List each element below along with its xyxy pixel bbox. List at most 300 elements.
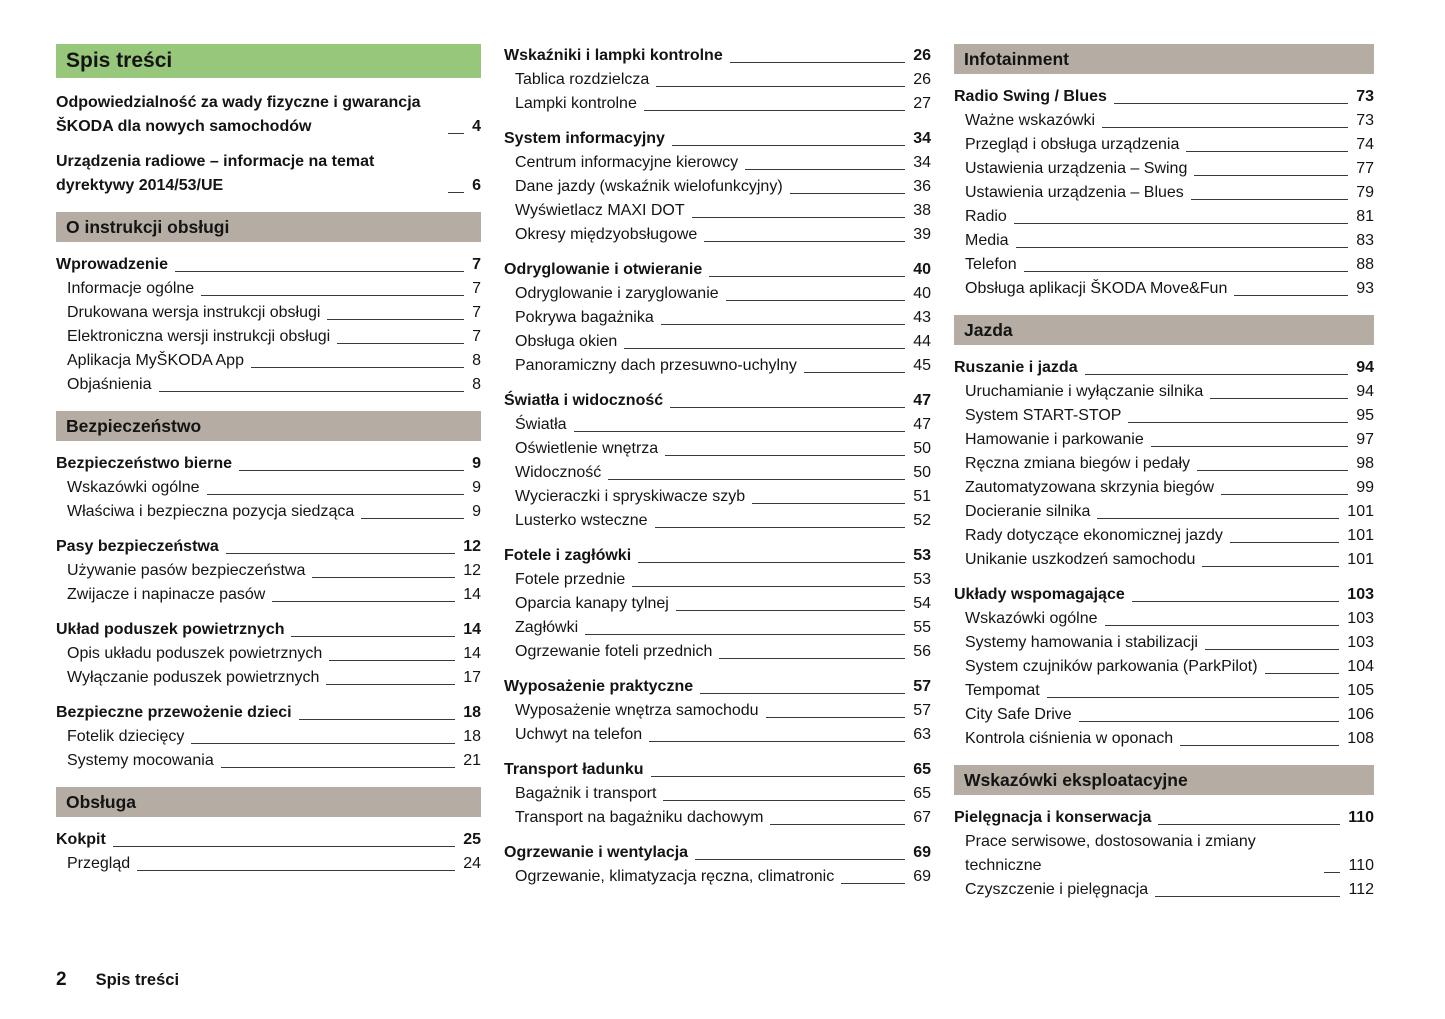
toc-entry-item xyxy=(504,723,931,747)
entry-label: Używanie pasów bezpieczeństwa xyxy=(67,562,306,579)
footer-section-title: Spis treści xyxy=(95,971,180,989)
entry-label: Czyszczenie i pielęgnacja xyxy=(965,881,1149,898)
entry-page-number: 88 xyxy=(1356,256,1374,273)
leader-line xyxy=(1234,281,1348,296)
toc-entry-item xyxy=(504,568,931,592)
leader-line xyxy=(337,329,464,344)
entry-label: Ustawienia urządzenia – Blues xyxy=(965,184,1184,201)
entry-page-number: 9 xyxy=(472,479,481,496)
section-header: Obsługa xyxy=(56,787,481,817)
entry-page-number: 110 xyxy=(1348,809,1374,826)
toc-entry-item xyxy=(56,476,481,500)
entry-page-number: 103 xyxy=(1347,586,1374,603)
entry-page-number: 93 xyxy=(1356,280,1374,297)
entry-page-number: 112 xyxy=(1348,881,1374,898)
toc-entry-item xyxy=(954,500,1374,524)
entry-page-number: 74 xyxy=(1356,136,1374,153)
toc-entry-chapter xyxy=(504,675,931,699)
toc-entry-item xyxy=(504,782,931,806)
entry-page-number: 47 xyxy=(913,416,931,433)
toc-entry-chapter xyxy=(954,356,1374,380)
leader-line xyxy=(719,644,905,659)
entry-label: Lusterko wsteczne xyxy=(515,512,648,529)
entry-page-number: 52 xyxy=(913,512,931,529)
toc-column-right xyxy=(954,44,1374,902)
entry-label: Światła i widoczność xyxy=(504,392,664,409)
entry-label: Objaśnienia xyxy=(67,376,152,393)
leader-line xyxy=(1324,858,1340,873)
toc-entry-item xyxy=(504,485,931,509)
entry-page-number: 69 xyxy=(913,868,931,885)
entry-page-number: 17 xyxy=(463,669,481,686)
entry-page-number: 27 xyxy=(913,95,931,112)
leader-line xyxy=(672,131,905,146)
toc-entry-item xyxy=(954,548,1374,572)
toc-entry-item xyxy=(954,253,1374,277)
leader-line xyxy=(585,620,905,635)
entry-label: Informacje ogólne xyxy=(67,280,195,297)
entry-page-number: 57 xyxy=(913,678,931,695)
entry-label: Wyświetlacz MAXI DOT xyxy=(515,202,685,219)
toc-entry-item xyxy=(56,500,481,524)
entry-label: Uchwyt na telefon xyxy=(515,726,643,743)
entry-page-number: 83 xyxy=(1356,232,1374,249)
leader-line xyxy=(656,72,905,87)
toc-columns xyxy=(56,44,1376,902)
entry-page-number: 106 xyxy=(1347,706,1374,723)
leader-line xyxy=(770,810,905,825)
entry-label: Uruchamianie i wyłączanie silnika xyxy=(965,383,1204,400)
toc-entry-item xyxy=(504,175,931,199)
leader-line xyxy=(661,310,905,325)
leader-line xyxy=(745,155,905,170)
entry-label: Tempomat xyxy=(965,682,1040,699)
entry-page-number: 98 xyxy=(1356,455,1374,472)
entry-label: Zautomatyzowana skrzynia biegów xyxy=(965,479,1215,496)
entry-label: Zwijacze i napinacze pasów xyxy=(67,586,266,603)
entry-label: System informacyjny xyxy=(504,130,665,147)
leader-line xyxy=(221,753,455,768)
entry-page-number: 94 xyxy=(1356,383,1374,400)
toc-entry-item xyxy=(504,282,931,306)
entry-page-number: 7 xyxy=(472,304,481,321)
entry-label: Wyposażenie wnętrza samochodu xyxy=(515,702,759,719)
leader-line xyxy=(574,417,906,432)
toc-entry-item xyxy=(504,461,931,485)
toc-entry-item xyxy=(954,727,1374,751)
entry-label: System czujników parkowania (ParkPilot) xyxy=(965,658,1258,675)
toc-entry-chapter xyxy=(504,841,931,865)
toc-entry-chapter xyxy=(56,828,481,852)
entry-label: Wskazówki ogólne xyxy=(67,479,200,496)
entry-page-number: 73 xyxy=(1356,88,1374,105)
entry-page-number: 53 xyxy=(913,571,931,588)
entry-page-number: 94 xyxy=(1356,359,1374,376)
leader-line xyxy=(676,596,905,611)
entry-page-number: 110 xyxy=(1348,857,1374,874)
entry-page-number: 73 xyxy=(1356,112,1374,129)
entry-page-number: 9 xyxy=(472,455,481,472)
toc-column-left xyxy=(56,44,481,902)
toc-entry-item xyxy=(954,277,1374,301)
leader-line xyxy=(191,729,455,744)
leader-line xyxy=(644,96,905,111)
footer-page-number: 2 xyxy=(56,969,67,990)
toc-entry-item xyxy=(504,354,931,378)
leader-line xyxy=(663,786,905,801)
leader-line xyxy=(730,48,905,63)
toc-entry-item xyxy=(504,640,931,664)
toc-entry-item xyxy=(954,679,1374,703)
entry-page-number: 105 xyxy=(1347,682,1374,699)
toc-entry-chapter xyxy=(504,758,931,782)
toc-entry-item xyxy=(954,181,1374,205)
entry-label: Wycieraczki i spryskiwacze szyb xyxy=(515,488,746,505)
entry-page-number: 65 xyxy=(913,785,931,802)
leader-line xyxy=(804,358,905,373)
entry-label: Urządzenia radiowe – informacje na temat dyrektywy 2014/53/UE xyxy=(56,153,375,194)
entry-page-number: 57 xyxy=(913,702,931,719)
entry-label: Dane jazdy (wskaźnik wielofunkcyjny) xyxy=(515,178,783,195)
toc-entry-item xyxy=(56,373,481,397)
leader-line xyxy=(326,670,455,685)
leader-line xyxy=(1265,659,1340,674)
leader-line xyxy=(624,334,905,349)
entry-label: Media xyxy=(965,232,1009,249)
entry-label: Oparcia kanapy tylnej xyxy=(515,595,669,612)
entry-label: Wyposażenie praktyczne xyxy=(504,678,694,695)
entry-page-number: 43 xyxy=(913,309,931,326)
toc-entry-item xyxy=(504,68,931,92)
entry-label: Oświetlenie wnętrza xyxy=(515,440,659,457)
leader-line xyxy=(709,262,905,277)
toc-entry-chapter xyxy=(504,544,931,568)
toc-entry-chapter xyxy=(56,253,481,277)
leader-line xyxy=(1191,185,1348,200)
entry-label: Pokrywa bagażnika xyxy=(515,309,654,326)
leader-line xyxy=(1194,161,1348,176)
toc-entry-item xyxy=(504,592,931,616)
toc-entry-chapter xyxy=(954,806,1374,830)
entry-page-number: 77 xyxy=(1356,160,1374,177)
entry-label: Ręczna zmiana biegów i pedały xyxy=(965,455,1191,472)
entry-page-number: 12 xyxy=(463,562,481,579)
entry-label: Bezpieczne przewożenie dzieci xyxy=(56,704,292,721)
entry-label: Docieranie silnika xyxy=(965,503,1091,520)
toc-entry-item xyxy=(504,151,931,175)
leader-line xyxy=(1132,587,1340,602)
section-header: Wskazówki eksploatacyjne xyxy=(954,765,1374,795)
toc-entry-chapter xyxy=(504,44,931,68)
entry-label: Tablica rozdzielcza xyxy=(515,71,650,88)
entry-label: Światła xyxy=(515,416,567,433)
toc-entry-item xyxy=(56,725,481,749)
leader-line xyxy=(448,119,464,134)
leader-line xyxy=(638,548,905,563)
entry-page-number: 8 xyxy=(472,376,481,393)
leader-line xyxy=(752,489,905,504)
section-header: O instrukcji obsługi xyxy=(56,212,481,242)
leader-line xyxy=(700,679,905,694)
leader-line xyxy=(251,353,464,368)
section-header: Bezpieczeństwo xyxy=(56,411,481,441)
toc-entry-item xyxy=(56,277,481,301)
entry-label: Transport ładunku xyxy=(504,761,644,778)
leader-line xyxy=(312,563,455,578)
entry-label: Wyłączanie poduszek powietrznych xyxy=(67,669,320,686)
entry-label: Ogrzewanie, klimatyzacja ręczna, climatronic xyxy=(515,868,835,885)
entry-label: Ogrzewanie i wentylacja xyxy=(504,844,689,861)
leader-line xyxy=(1097,504,1339,519)
leader-line xyxy=(670,393,905,408)
toc-entry-item xyxy=(504,92,931,116)
toc-entry-item xyxy=(56,666,481,690)
leader-line xyxy=(1151,432,1348,447)
entry-label: Przegląd xyxy=(67,855,131,872)
entry-page-number: 34 xyxy=(913,154,931,171)
leader-line xyxy=(159,377,465,392)
entry-page-number: 38 xyxy=(913,202,931,219)
entry-page-number: 6 xyxy=(472,177,481,194)
toc-entry-item xyxy=(954,878,1374,902)
toc-entry-item xyxy=(56,325,481,349)
entry-label: Systemy hamowania i stabilizacji xyxy=(965,634,1198,651)
toc-entry-item xyxy=(504,509,931,533)
entry-label: Telefon xyxy=(965,256,1017,273)
toc-entry-item xyxy=(954,404,1374,428)
toc-entry-item xyxy=(954,109,1374,133)
toc-entry-item xyxy=(504,699,931,723)
entry-page-number: 14 xyxy=(463,621,481,638)
entry-label: Drukowana wersja instrukcji obsługi xyxy=(67,304,321,321)
entry-page-number: 79 xyxy=(1356,184,1374,201)
leader-line xyxy=(239,456,464,471)
toc-entry-chapter xyxy=(954,583,1374,607)
leader-line xyxy=(1047,683,1340,698)
toc-entry-item xyxy=(954,476,1374,500)
entry-label: Ruszanie i jazda xyxy=(954,359,1078,376)
toc-entry-item xyxy=(504,223,931,247)
toc-entry-item xyxy=(954,524,1374,548)
entry-label: Przegląd i obsługa urządzenia xyxy=(965,136,1180,153)
toc-entry-item xyxy=(954,452,1374,476)
page-footer xyxy=(56,969,179,991)
entry-page-number: 21 xyxy=(463,752,481,769)
leader-line xyxy=(1085,360,1349,375)
entry-label: Obsługa okien xyxy=(515,333,618,350)
entry-label: Systemy mocowania xyxy=(67,752,214,769)
toc-entry-item xyxy=(954,830,1374,878)
entry-label: Prace serwisowe, dostosowania i zmiany techniczne xyxy=(965,833,1256,874)
entry-label: Radio Swing / Blues xyxy=(954,88,1107,105)
entry-page-number: 69 xyxy=(913,844,931,861)
leader-line xyxy=(175,257,464,272)
entry-label: City Safe Drive xyxy=(965,706,1072,723)
entry-page-number: 44 xyxy=(913,333,931,350)
leader-line xyxy=(207,480,465,495)
toc-entry-item xyxy=(56,583,481,607)
leader-line xyxy=(1105,611,1340,626)
toc-entry-chapter xyxy=(56,701,481,725)
entry-label: Fotele i zagłówki xyxy=(504,547,632,564)
entry-page-number: 47 xyxy=(913,392,931,409)
leader-line xyxy=(649,727,905,742)
entry-page-number: 7 xyxy=(472,256,481,273)
entry-label: Aplikacja MyŠKODA App xyxy=(67,352,244,369)
toc-entry-item xyxy=(56,749,481,773)
entry-label: Kontrola ciśnienia w oponach xyxy=(965,730,1174,747)
leader-line xyxy=(1205,635,1339,650)
leader-line xyxy=(329,646,455,661)
toc-entry-chapter xyxy=(504,389,931,413)
toc-column-middle xyxy=(504,44,931,902)
entry-page-number: 101 xyxy=(1347,503,1374,520)
toc-title-band: Spis treści xyxy=(56,44,481,78)
entry-label: Unikanie uszkodzeń samochodu xyxy=(965,551,1196,568)
toc-entry-item xyxy=(56,642,481,666)
entry-label: Ustawienia urządzenia – Swing xyxy=(965,160,1188,177)
entry-page-number: 99 xyxy=(1356,479,1374,496)
toc-entry-chapter xyxy=(56,535,481,559)
entry-page-number: 9 xyxy=(472,503,481,520)
toc-entry-item xyxy=(954,428,1374,452)
entry-page-number: 18 xyxy=(463,704,481,721)
leader-line xyxy=(137,856,455,871)
leader-line xyxy=(1079,707,1340,722)
leader-line xyxy=(226,539,455,554)
entry-page-number: 54 xyxy=(913,595,931,612)
entry-page-number: 53 xyxy=(913,547,931,564)
entry-page-number: 36 xyxy=(913,178,931,195)
entry-page-number: 95 xyxy=(1356,407,1374,424)
entry-label: Hamowanie i parkowanie xyxy=(965,431,1144,448)
entry-label: Okresy międzyobsługowe xyxy=(515,226,698,243)
leader-line xyxy=(291,622,455,637)
entry-label: Radio xyxy=(965,208,1007,225)
entry-label: Elektroniczna wersji instrukcji obsługi xyxy=(67,328,331,345)
toc-entry-chapter xyxy=(504,127,931,151)
entry-label: Ważne wskazówki xyxy=(965,112,1096,129)
toc-entry-item xyxy=(504,199,931,223)
entry-label: Transport na bagażniku dachowym xyxy=(515,809,764,826)
entry-label: Bagażnik i transport xyxy=(515,785,657,802)
leader-line xyxy=(790,179,906,194)
entry-page-number: 51 xyxy=(913,488,931,505)
toc-entry-item xyxy=(504,865,931,889)
leader-line xyxy=(1158,810,1340,825)
entry-page-number: 50 xyxy=(913,440,931,457)
entry-label: Rady dotyczące ekonomicznej jazdy xyxy=(965,527,1223,544)
entry-label: Widoczność xyxy=(515,464,602,481)
leader-line xyxy=(327,305,464,320)
toc-entry-item xyxy=(504,806,931,830)
entry-page-number: 4 xyxy=(472,118,481,135)
leader-line xyxy=(1102,113,1348,128)
entry-page-number: 8 xyxy=(472,352,481,369)
entry-label: Wskazówki ogólne xyxy=(965,610,1098,627)
toc-entry-chapter xyxy=(56,618,481,642)
leader-line xyxy=(272,587,455,602)
toc-entry-item xyxy=(954,157,1374,181)
entry-page-number: 34 xyxy=(913,130,931,147)
entry-page-number: 104 xyxy=(1347,658,1374,675)
entry-page-number: 24 xyxy=(463,855,481,872)
leader-line xyxy=(1230,528,1339,543)
entry-label: Układy wspomagające xyxy=(954,586,1125,603)
entry-label: Fotelik dziecięcy xyxy=(67,728,185,745)
toc-entry-chapter xyxy=(56,91,481,139)
entry-page-number: 108 xyxy=(1347,730,1374,747)
leader-line xyxy=(448,178,464,193)
toc-entry-item xyxy=(504,413,931,437)
leader-line xyxy=(704,227,905,242)
entry-label: Zagłówki xyxy=(515,619,579,636)
toc-entry-item xyxy=(954,380,1374,404)
leader-line xyxy=(692,203,906,218)
entry-label: Fotele przednie xyxy=(515,571,626,588)
entry-page-number: 65 xyxy=(913,761,931,778)
leader-line xyxy=(726,286,906,301)
leader-line xyxy=(1014,209,1348,224)
entry-label: Obsługa aplikacji ŠKODA Move&Fun xyxy=(965,280,1228,297)
entry-page-number: 50 xyxy=(913,464,931,481)
entry-label: Panoramiczny dach przesuwno-uchylny xyxy=(515,357,797,374)
entry-page-number: 40 xyxy=(913,285,931,302)
entry-label: Wskaźniki i lampki kontrolne xyxy=(504,47,723,64)
leader-line xyxy=(1210,384,1348,399)
leader-line xyxy=(1128,408,1348,423)
leader-line xyxy=(632,572,905,587)
entry-page-number: 81 xyxy=(1356,208,1374,225)
entry-label: Wprowadzenie xyxy=(56,256,169,273)
entry-page-number: 18 xyxy=(463,728,481,745)
entry-label: Odpowiedzialność za wady fizyczne i gwarancja ŠKODA dla nowych samochodów xyxy=(56,94,421,135)
entry-page-number: 7 xyxy=(472,328,481,345)
toc-entry-item xyxy=(504,437,931,461)
entry-label: Pielęgnacja i konserwacja xyxy=(954,809,1152,826)
entry-page-number: 40 xyxy=(913,261,931,278)
leader-line xyxy=(1221,480,1348,495)
toc-entry-chapter xyxy=(504,258,931,282)
leader-line xyxy=(608,465,905,480)
toc-entry-item xyxy=(56,301,481,325)
entry-page-number: 63 xyxy=(913,726,931,743)
toc-entry-item xyxy=(954,205,1374,229)
entry-page-number: 103 xyxy=(1347,610,1374,627)
leader-line xyxy=(695,845,905,860)
entry-page-number: 45 xyxy=(913,357,931,374)
section-header: Jazda xyxy=(954,315,1374,345)
toc-entry-item xyxy=(504,616,931,640)
toc-entry-item xyxy=(954,655,1374,679)
leader-line xyxy=(299,705,456,720)
toc-entry-chapter xyxy=(56,150,481,198)
entry-page-number: 103 xyxy=(1347,634,1374,651)
entry-page-number: 67 xyxy=(913,809,931,826)
entry-page-number: 55 xyxy=(913,619,931,636)
entry-label: Układ poduszek powietrznych xyxy=(56,621,285,638)
entry-page-number: 101 xyxy=(1347,551,1374,568)
leader-line xyxy=(1114,89,1348,104)
entry-page-number: 56 xyxy=(913,643,931,660)
entry-label: Pasy bezpieczeństwa xyxy=(56,538,219,555)
toc-entry-item xyxy=(504,306,931,330)
toc-entry-item xyxy=(954,631,1374,655)
leader-line xyxy=(1202,552,1339,567)
toc-entry-item xyxy=(504,330,931,354)
toc-entry-item xyxy=(56,559,481,583)
leader-line xyxy=(113,832,455,847)
